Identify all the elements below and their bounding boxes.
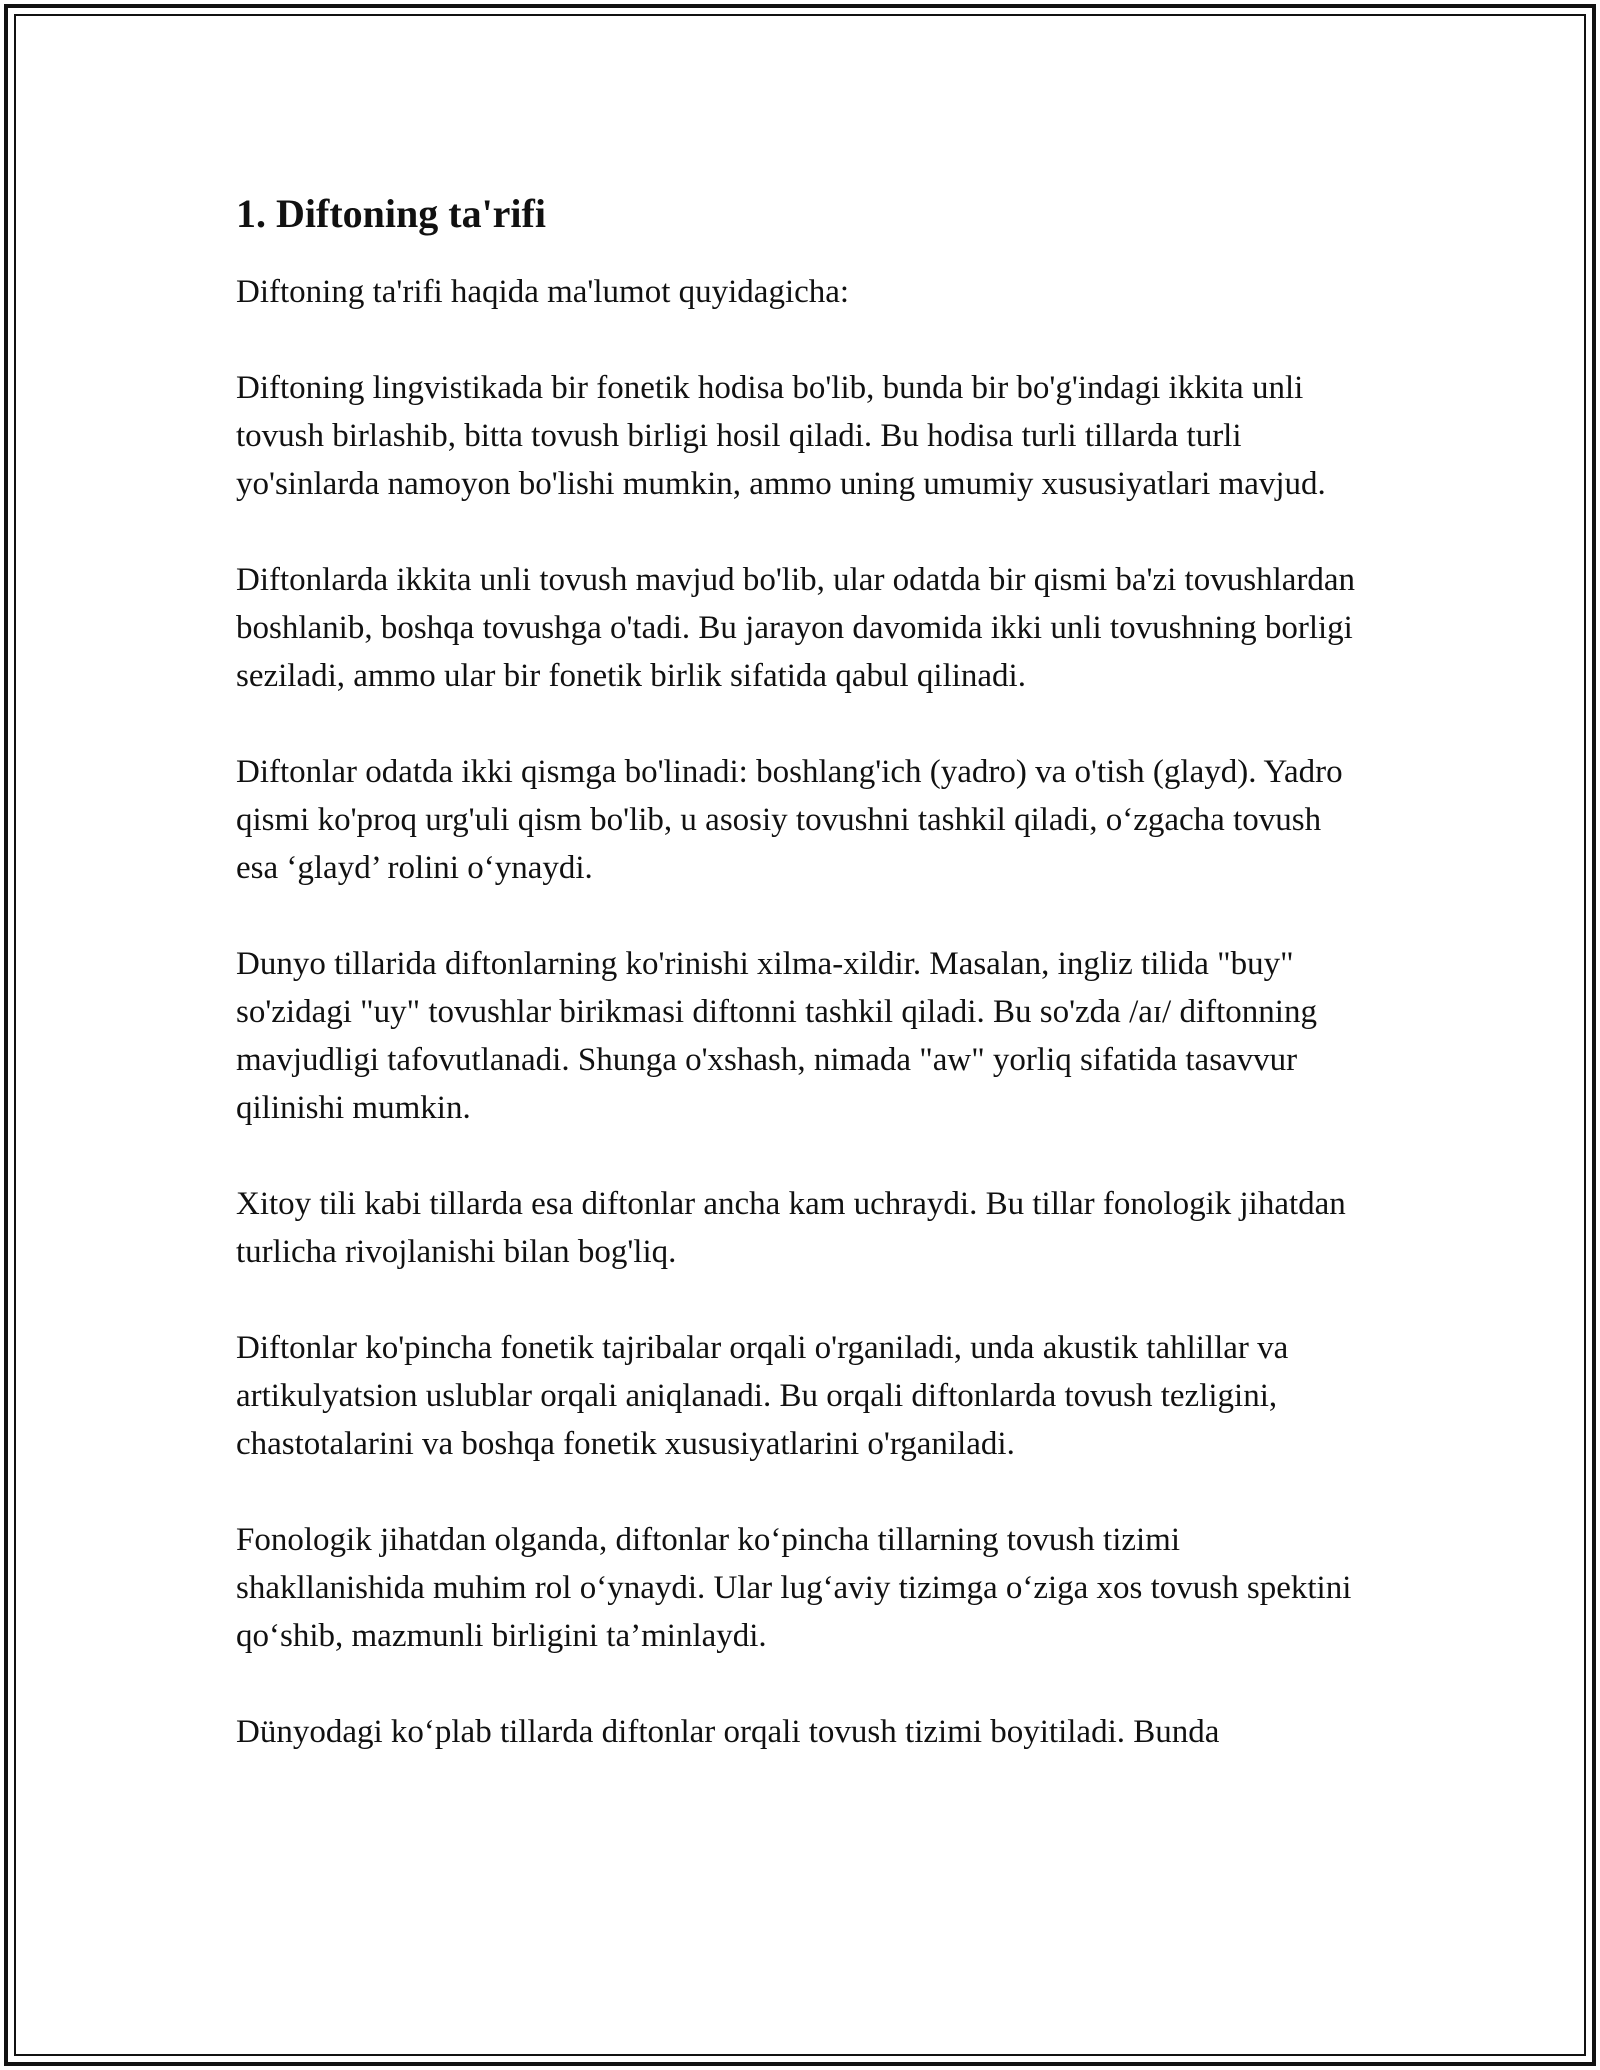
paragraph-1: Diftoning lingvistikada bir fonetik hodisa bo'lib, bunda bir bo'g'indagi ikkita unli tovush birlashib, bitta tovush birligi hosil qiladi. Bu hodisa turli tillarda turli yo'sinlarda namoyon bo'lishi mumkin, ammo uning umumiy xususiyatlari mavjud. <box>236 370 1326 502</box>
paragraph-3: Diftonlar odatda ikki qismga bo'linadi: boshlang'ich (yadro) va o'tish (glayd). Yadro qismi ko'proq urg'uli qism bo'lib, u asosiy tovushni tashkil qiladi, o‘zgacha tovush esa ‘glayd’ rolini o‘ynaydi. <box>236 754 1343 886</box>
paragraph-6: Diftonlar ko'pincha fonetik tajribalar orqali o'rganiladi, unda akustik tahlillar va artikulyatsion uslublar orqali aniqlanadi. Bu orqali diftonlarda tovush tezligini, chastotalarini va boshqa fonetik xususiyatlarini o'rganiladi. <box>236 1330 1289 1462</box>
section-heading: 1. Diftoning ta'rifi <box>236 191 546 236</box>
paragraph-2: Diftonlarda ikkita unli tovush mavjud bo'lib, ular odatda bir qismi ba'zi tovushlardan boshlanib, boshqa tovushga o'tadi. Bu jarayon davomida ikki unli tovushning borligi seziladi, ammo ular bir fonetik birlik sifatida qabul qilinadi. <box>236 562 1356 694</box>
paragraph-4: Dunyo tillarida diftonlarning ko'rinishi xilma-xildir. Masalan, ingliz tilida "buy" so'zidagi "uy" tovushlar birikmasi diftonni tashkil qiladi. Bu so'zda /aɪ/ diftonning mavjudligi tafovutlanadi. Shunga o'xshash, nimada "aw" yorliq sifatida tasavvur qilinishi mumkin. <box>236 946 1317 1126</box>
paragraph-7: Fonologik jihatdan olganda, diftonlar ko‘pincha tillarning tovush tizimi shakllanishida muhim rol o‘ynaydi. Ular lug‘aviy tizimga o‘ziga xos tovush spektini qo‘shib, mazmunli birligini ta’minlaydi. <box>236 1522 1352 1654</box>
intro-paragraph: Diftoning ta'rifi haqida ma'lumot quyidagicha: <box>236 274 850 310</box>
paragraph-8: Dünyodagi ko‘plab tillarda diftonlar orqali tovush tizimi boyitiladi. Bunda <box>236 1714 1220 1750</box>
paragraph-5: Xitoy tili kabi tillarda esa diftonlar ancha kam uchraydi. Bu tillar fonologik jihatdan turlicha rivojlanishi bilan bog'liq. <box>236 1186 1346 1270</box>
document-body <box>236 186 1366 1756</box>
